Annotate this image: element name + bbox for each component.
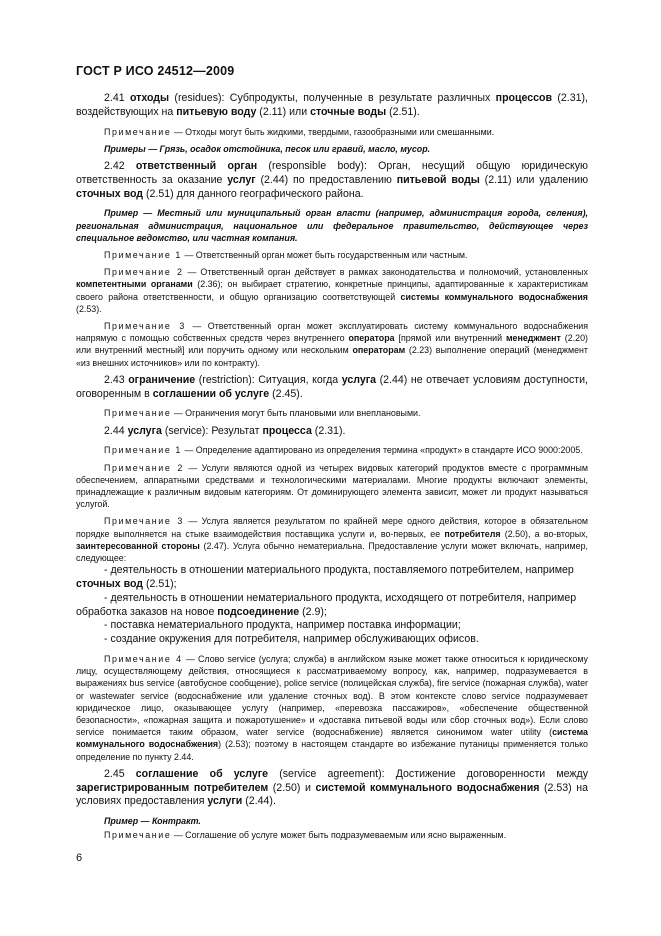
term-name: отходы (129, 92, 170, 104)
note2-2-44: Примечание 2 — Услуги являются одной из четырех видовых категорий продуктов вместе с программным обеспечением, аппаратными средствами и технологическими материалами. Многие продукты включают элементы, принадлежащие к различным видовым категориям. От доминирующего элемента зависит, может ли продукт называться услугой. (76, 462, 588, 510)
term-name: услуга (127, 424, 162, 437)
term-name: соглашение об услуге (135, 767, 269, 780)
page-number: 6 (76, 852, 83, 864)
note-2-45: Примечание — Соглашение об услуге может быть подразумеваемым или ясно выраженным. (104, 830, 507, 841)
note2-2-42: Примечание 2 — Ответственный орган действует в рамках законодательства и полномочий, установленных компетентными органами (2.36); он выбирает стратегию, конкретные принципы, адаптированные к характеристикам своего района ответственности, и общую организацию соответствующей системы коммунального водоснабжения (2.53). (76, 267, 588, 314)
note-2-43: Примечание — Ограничения могут быть плановыми или внеплановыми. (104, 408, 421, 419)
list-item: - деятельность в отношении материального продукта, поставляемого потребителем, например сточных вод (2.51); (76, 564, 574, 591)
note1-2-44: Примечание 1 — Определение адаптировано из определения термина «продукт» в стандарте ИСО 9000:2005. (104, 445, 583, 456)
term-2-44: 2.44 услуга (service): Результат процесса (2.31). (104, 424, 346, 437)
note-2-41: Примечание — Отходы могут быть жидкими, твердыми, газообразными или смешанными. (104, 126, 495, 137)
example-2-42: Пример — Местный или муниципальный орган власти (например, администрация города, селения), региональная администрация, национальное или федеральное правительство, действующее через специальное ведомство, или частная компания. (76, 208, 588, 243)
note3-2-42: Примечание 3 — Ответственный орган может эксплуатировать систему коммунального водоснабжения напрямую с помощью собственных средств через внутреннего оператора [прямой или внутренний менеджмент (2.20) или внутренний местный] или поручить одному или нескольким операторам (2.23) выполнение операций (менеджмент «из внешних источников» или по контракту). (76, 321, 588, 368)
page-header-standard-title: ГОСТ Р ИСО 24512—2009 (76, 64, 235, 78)
term-2-41: 2.41 отходы (residues): Субпродукты, полученные в результате различных процессов (2.31), воздействующих на питьевую воду (2.11) или сточные воды (2.51). (76, 92, 588, 118)
list-item: - создание окружения для потребителя, например обслуживающих офисов. (104, 633, 479, 646)
note4-2-44: Примечание 4 — Слово service (услуга; служба) в английском языке может также относиться к юридическому лицу, осуществляющему действия, относящиеся к рассматриваемому вопросу, как, например, подразумевается в выражениях bus service (автобусное сообщение), police service (полицейская служба), fire service (пожарная служба), water or wastewater service (водоснабжение или удаление сточных вод). В этом контексте слово service подразумевает юридическое лицо, оказывающее услугу (например, «перевозка пассажиров», «обеспечение общественной безопасности», «пожарная защита и пожаротушение» и «доставка питьевой воды или сбор сточных вод»). Если слово service понимается таким образом, water service (водоснабжение) является синонимом water utility (система коммунального водоснабжения) (2.53); поэтому в настоящем стандарте во избежание путаницы применяется только определение по пункту 2.44. (76, 654, 588, 762)
term-2-43: 2.43 ограничение (restriction): Ситуация, когда услуга (2.44) не отвечает условиям доступности, оговоренным в соглашении об услуге (2.45). (76, 373, 589, 400)
list-item: - поставка нематериального продукта, например поставка информации; (104, 619, 461, 632)
term-name: ответственный орган (135, 160, 258, 172)
term-name: ограничение (128, 373, 196, 386)
example-2-41: Примеры — Грязь, осадок отстойника, песок или гравий, масло, мусор. (104, 143, 431, 154)
example-2-45: Пример — Контракт. (104, 816, 201, 827)
note1-2-42: Примечание 1 — Ответственный орган может быть государственным или частным. (104, 250, 468, 260)
note3-2-44: Примечание 3 — Услуга является результатом по крайней мере одного действия, которое в обязательном порядке выполняется на стыке взаимодействия поставщика услуги и, во-первых, ее потребителя (2.50), а во-вторых, заинтересованной стороны (2.47). Услуга обычно нематериальна. Предоставление услуги может включать, например, следующее: (76, 516, 588, 564)
term-2-42: 2.42 ответственный орган (responsible body): Орган, несущий общую юридическую ответственность за оказание услуг (2.44) по предоставлению питьевой воды (2.11) или удалению сточных вод (2.51) для данного географического района. (76, 160, 589, 200)
document-body (76, 92, 588, 847)
list-item: - деятельность в отношении нематериального продукта, исходящего от потребителя, например обработка заказов на новое подсоединение (2.9); (76, 591, 577, 618)
term-2-45: 2.45 соглашение об услуге (service agreement): Достижение договоренности между зарегистрированным потребителем (2.50) и системой коммунального водоснабжения (2.53) на условиях предоставления услуги (2.44). (76, 767, 588, 808)
